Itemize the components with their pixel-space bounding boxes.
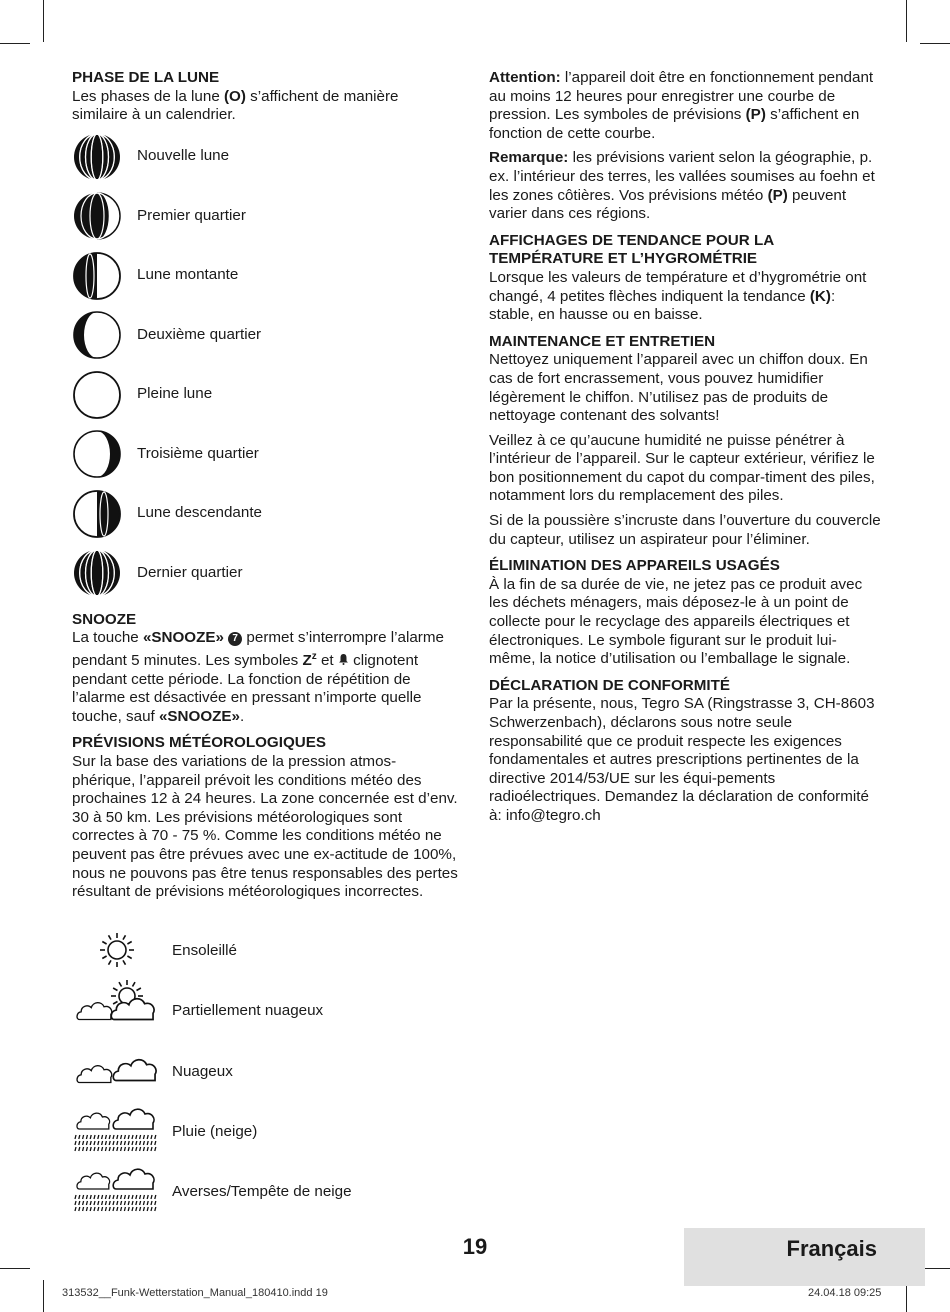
weather-symbol-label: Ensoleillé: [172, 941, 238, 959]
maintenance-paragraph: Nettoyez uniquement l’appareil avec un chiffon doux. En cas de fort encrassement, vous pouvez humidifier légèrement le chiffon. N’utilisez pas de produits de nettoyage contenant des solvants!: [489, 351, 868, 425]
moon-phase-item: [72, 424, 458, 484]
weather-symbol-item: [72, 1101, 452, 1161]
crop-mark: [43, 0, 44, 42]
trend-text: Lorsque les valeurs de température et d’hygrométrie ont changé, 4 petites flèches indiquent la tendance (K): stable, en hausse ou en baisse.: [489, 268, 867, 324]
crop-mark: [920, 43, 950, 44]
second-quarter-icon: [72, 310, 122, 360]
new-moon-icon: [72, 132, 122, 182]
key-number-badge: 7: [228, 632, 242, 646]
forecast-heading: PRÉVISIONS MÉTÉOROLOGIQUES: [72, 734, 327, 752]
left-column: [72, 69, 458, 910]
snooze-text: La touche «SNOOZE» 7 permet s’interrompre l’alarme pendant 5 minutes. Les symboles $Z^z$ et clignotent pendant cette période. La fonction de répétition de l’alarme est désactivée en pressant n’importe quelle touche, sauf «SNOOZE».: [72, 629, 444, 725]
disposal-section: [489, 557, 881, 669]
conformity-text: Par la présente, nous, Tegro SA (Ringstrasse 3, CH-8603 Schwerzenbach), déclarons sous notre seule responsabilité que ce produit respecte les exigences fondamentales et autres prescriptions pertinentes de la directive 2014/53/UE sur les équi-pements radioélectriques. Demandez la déclaration de conformité à: info@tegro.ch: [489, 695, 875, 824]
weather-symbol-item: [72, 920, 452, 980]
moon-phase-item: [72, 543, 458, 603]
moon-phase-list: [72, 127, 458, 603]
disposal-heading: ÉLIMINATION DES APPAREILS USAGÉS: [489, 557, 780, 575]
full-moon-icon: [72, 370, 122, 420]
crop-mark: [43, 1280, 44, 1312]
weather-symbol-label: Pluie (neige): [172, 1122, 258, 1140]
moon-phase-item: [72, 305, 458, 365]
cloudy-icon: [72, 1041, 162, 1101]
conformity-section: [489, 677, 881, 826]
moon-phase-label: Pleine lune: [137, 385, 213, 403]
snooze-zz-symbol: $Z^z$: [302, 650, 317, 670]
maintenance-paragraph: Veillez à ce qu’aucune humidité ne puisse pénétrer à l’intérieur de l’appareil. Sur le capteur extérieur, vérifiez le bon positionnement du capot du compar-timent des piles, notamment lors du remplacement des piles.: [489, 431, 875, 505]
crop-mark: [0, 1268, 30, 1269]
maintenance-heading: MAINTENANCE ET ENTRETIEN: [489, 332, 716, 350]
weather-symbol-item: [72, 1041, 452, 1101]
first-quarter-icon: [72, 191, 122, 241]
forecast-section: [72, 734, 458, 901]
waxing-moon-icon: [72, 251, 122, 301]
right-column: [489, 69, 881, 834]
moon-phase-label: Dernier quartier: [137, 563, 243, 581]
bell-icon: [338, 652, 349, 669]
footer-file-info: 313532__Funk-Wetterstation_Manual_180410.indd 19: [62, 1287, 328, 1299]
moon-phase-label: Deuxième quartier: [137, 325, 262, 343]
moon-phase-item: [72, 484, 458, 544]
weather-symbol-label: Partiellement nuageux: [172, 1001, 324, 1019]
last-quarter-icon: [72, 548, 122, 598]
forecast-text: Sur la base des variations de la pression atmos-phérique, l’appareil prévoit les conditions météo des prochaines 12 à 24 heures. La zone concernée est d’env. 30 à 50 km. Les prévisions météorologiques sont correctes à 70 - 75 %. Comme les conditions météo ne peuvent pas être prévues avec une ex-actitude de 100%, nous ne pouvons pas être tenus responsables des pertes résultant de prévisions météorologiques incorrectes.: [72, 753, 458, 901]
disposal-text: À la fin de sa durée de vie, ne jetez pas ce produit avec les déchets ménagers, mais déposez-le à un point de collecte pour le recyclage des appareils électriques et électroniques. Le symbole figurant sur le produit lui-même, la notice d’utilisation ou l’emballage le signale.: [489, 575, 863, 668]
moon-phase-item: [72, 246, 458, 306]
third-quarter-icon: [72, 429, 122, 479]
trend-heading: AFFICHAGES DE TENDANCE POUR LA TEMPÉRATURE ET L’HYGROMÉTRIE: [489, 231, 774, 268]
moon-phase-label: Troisième quartier: [137, 444, 259, 462]
conformity-heading: DÉCLARATION DE CONFORMITÉ: [489, 676, 731, 694]
footer-date: 24.04.18 09:25: [808, 1287, 882, 1299]
showers-icon: [72, 1161, 162, 1221]
sunny-icon: [72, 920, 162, 980]
waning-moon-icon: [72, 489, 122, 539]
weather-symbol-item: [72, 980, 452, 1040]
language-tab: [684, 1228, 925, 1286]
weather-symbol-label: Nuageux: [172, 1062, 233, 1080]
partly-cloudy-icon: [72, 980, 162, 1040]
weather-symbol-label: Averses/Tempête de neige: [172, 1182, 352, 1200]
page-number: 19: [462, 1234, 488, 1259]
moon-phase-heading: PHASE DE LA LUNE: [72, 69, 220, 86]
moon-phase-item: [72, 186, 458, 246]
language-label: Français: [786, 1236, 877, 1261]
attention-note: Attention: l’appareil doit être en fonctionnement pendant au moins 12 heures pour enregistrer une courbe de pression. Les symboles de prévisions (P) s’affichent en fonction de cette courbe.: [489, 69, 874, 142]
moon-phase-item: [72, 127, 458, 187]
remark-note: Remarque: les prévisions varient selon la géographie, p. ex. l’intérieur des terres, les vallées soumises au foehn et les zones côtières. Vos prévisions météo (P) peuvent varier dans ces régions.: [489, 149, 875, 223]
trend-section: [489, 232, 881, 325]
moon-phase-label: Nouvelle lune: [137, 147, 230, 165]
moon-phase-intro: Les phases de la lune (O) s’affichent de manière similaire à un calendrier.: [72, 87, 399, 124]
moon-phase-section: [72, 69, 458, 603]
moon-phase-label: Lune montante: [137, 266, 239, 284]
rain-icon: [72, 1101, 162, 1161]
maintenance-section: [489, 333, 881, 550]
weather-symbol-item: [72, 1161, 452, 1221]
moon-phase-label: Lune descendante: [137, 504, 262, 522]
crop-mark: [906, 0, 907, 42]
moon-phase-label: Premier quartier: [137, 206, 246, 224]
maintenance-paragraph: Si de la poussière s’incruste dans l’ouverture du couvercle du capteur, utilisez un aspirateur pour l’éliminer.: [489, 512, 881, 548]
crop-mark: [0, 43, 30, 44]
snooze-heading: SNOOZE: [72, 610, 137, 628]
snooze-section: [72, 611, 458, 727]
moon-phase-item: [72, 365, 458, 425]
